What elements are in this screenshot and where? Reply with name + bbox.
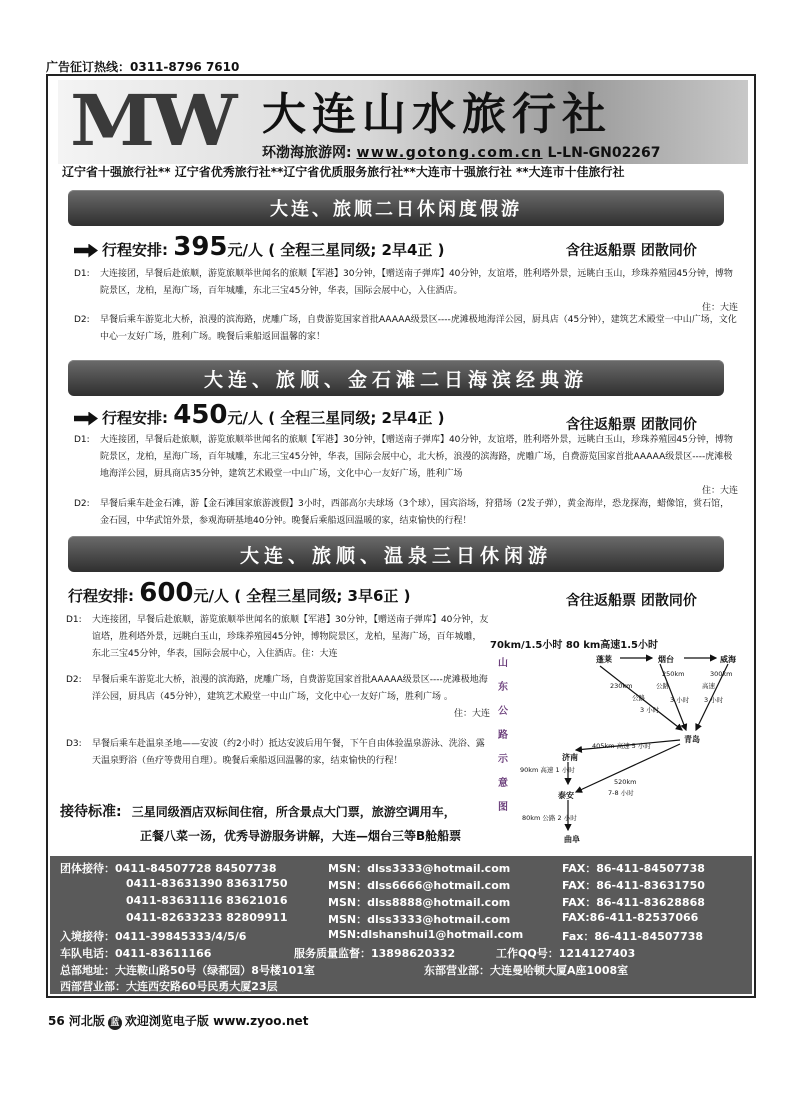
contact-inbound: 入境接待：0411-39845333/4/5/6: [60, 930, 247, 943]
ad-hotline: 广告征订热线：0311-8796 7610: [46, 60, 240, 74]
tour2-price-value: 450: [173, 400, 228, 430]
contact-fax: FAX：86-411-83628868: [562, 896, 705, 909]
tour1-price: 行程安排: 395元/人 ( 全程三星同级; 2早4正 ): [74, 232, 445, 262]
node-qingdao: 青岛: [684, 735, 700, 744]
contact-msn[interactable]: MSN：dlss3333@hotmail.com: [328, 862, 511, 875]
honors-line: 辽宁省十强旅行社** 辽宁省优秀旅行社**辽宁省优质服务旅行社**大连市十强旅行社 **大连市十佳旅行社: [62, 165, 625, 179]
address-west: 西部营业部：大连西安路60号民勇大厦23层: [60, 980, 278, 993]
map-label-h3c: 3 小时: [640, 706, 660, 714]
tour3-day2: D2: 早餐后乘车游览北大桥，浪漫的滨海路，虎雕广场，自费游览国家首批AAAAA级景区----虎滩极地海洋公园，厨具店（45分钟），建筑艺术殿堂一中山广场，文化中心一友好广场，胜利广场 。 住：大连: [66, 672, 490, 723]
tour1-note: ( 全程三星同级; 2早4正 ): [268, 241, 445, 259]
company-logo: MW: [70, 79, 233, 162]
map-label-230: 230km: [610, 682, 633, 690]
map-header: 70km/1.5小时 80 km高速1.5小时: [490, 640, 659, 651]
reception-line2: 正餐八菜一汤，优秀导游服务讲解，大连—烟台三等B舱船票: [140, 829, 462, 843]
reception-standard: [60, 800, 461, 848]
route-map: [488, 632, 750, 852]
tour1-day1: D1: 大连接团，早餐后赴旅顺，游览旅顺举世闻名的旅顺【军港】30分钟，【赠送南子弹库】40分钟，友谊塔，胜利塔外景，远眺白玉山，珍珠养殖园45分钟，博物院景区，龙柏，星海广场，百年城雕，东北三宝45分钟，华表，国际会展中心，入住酒店。 住：大连: [74, 266, 738, 317]
address-east: 东部营业部：大连曼哈顿大厦A座1008室: [424, 964, 629, 977]
contact-fax: FAX：86-411-84507738: [562, 862, 705, 875]
node-weihai: 威海: [720, 655, 736, 664]
map-vertical-title: 山 东 公 路 示 意 图: [498, 658, 508, 813]
tour2-note: ( 全程三星同级; 2早4正 ): [268, 409, 445, 427]
contact-phone: 0411-83631390 83631750: [126, 877, 288, 890]
tour3-price-value: 600: [139, 578, 194, 608]
map-label-h3a: 3 小时: [670, 696, 690, 704]
node-qufu: 曲阜: [564, 835, 580, 844]
contact-phone: 0411-82633233 82809911: [126, 911, 288, 924]
tour1-day2: D2: 早餐后乘车游览北大桥，浪漫的滨海路，虎雕广场，自费游览国家首批AAAAA级景区----虎滩极地海洋公园，厨具店（45分钟），建筑艺术殿堂一中山广场，文化中心一友好广场，胜利广场。晚餐后乘船返回温馨的家！: [74, 315, 737, 342]
contact-fleet: 车队电话：0411-83611166: [60, 947, 212, 960]
map-label-78: 7-8 小时: [608, 789, 634, 797]
tour3-d2-stay: 住：大连: [453, 709, 490, 719]
page-number: 56: [48, 1014, 65, 1028]
map-label-90: 90km 高速 1 小时: [520, 766, 575, 774]
tour3-day3: D3: 早餐后乘车赴温泉圣地——安波（约2小时）抵达安波后用午餐，下午自由体验温泉游泳、洗浴、露天温泉野浴（鱼疗等费用自理）。晚餐后乘船返回温馨的家，结束愉快的行程！: [66, 739, 485, 766]
tour1-feature: 含往返船票 团散同价: [566, 243, 697, 259]
contact-msn[interactable]: MSN：dlss6666@hotmail.com: [328, 879, 511, 892]
arrow-icon: [74, 244, 98, 258]
contacts-panel: [50, 856, 752, 994]
map-label-405: 405km 高速 5 小时: [592, 742, 651, 750]
node-taian: 泰安: [558, 791, 574, 800]
tour1-d1-stay: 住：大连: [701, 303, 738, 313]
contact-phone: 0411-83631116 83621016: [126, 894, 288, 907]
company-name: 大连山水旅行社: [262, 89, 612, 140]
contact-msn[interactable]: MSN：dlss8888@hotmail.com: [328, 896, 511, 909]
tour3-banner: 大连、旅顺、温泉三日休闲游: [68, 536, 724, 572]
tour3-price: 行程安排: 600元/人 ( 全程三星同级; 3早6正 ): [68, 578, 411, 608]
tour2-price: 行程安排: 450元/人 ( 全程三星同级; 2早4正 ): [74, 400, 445, 430]
tour2-day2: D2: 早餐后乘车赴金石滩，游【金石滩国家旅游渡假】3小时，西部高尔夫球场（3个球），国宾浴场，狩猎场（2发子弹），黄金海岸，恐龙探海，蜡像馆，赏石馆，金石园，中华武馆外景，参观海研基地40分钟。晚餐后乘船返回温暖的家，结束愉快的行程！: [74, 499, 730, 526]
website-line: [262, 142, 661, 162]
tour3-note: ( 全程三星同级; 3早6正 ): [234, 587, 411, 605]
map-label-250: 250km: [662, 670, 685, 678]
contact-msn[interactable]: MSN:dlshanshui1@hotmail.com: [328, 928, 524, 941]
contact-fax: Fax：86-411-84507738: [562, 930, 704, 943]
contact-supervision: 服务质量监督：13898620332: [294, 947, 456, 960]
edition-badge-icon: 蓝: [108, 1016, 122, 1030]
node-jinan: 济南: [562, 753, 578, 762]
tour3-day1: D1: 大连接团，早餐后赴旅顺，游览旅顺举世闻名的旅顺【军港】30分钟，【赠送南子弹库】40分钟，友谊塔，胜利塔外景，远眺白玉山，珍珠养殖园45分钟，博物院景区，龙柏，星海广场，百年城雕，东北三宝45分钟，华表，国际会展中心，入住酒店。住：大连: [66, 615, 489, 659]
contact-fax: FAX：86-411-83631750: [562, 879, 705, 892]
map-label-gonglu2: 公路: [632, 694, 645, 702]
site-url[interactable]: www.gotong.com.cn: [356, 145, 543, 161]
map-label-gonglu1: 公路: [656, 682, 669, 690]
tour1-price-value: 395: [173, 232, 228, 262]
tour2-feature: 含往返船票 团散同价: [566, 417, 697, 433]
address-hq: 总部地址：大连鞍山路50号（绿都园）8号楼101室: [60, 964, 315, 977]
map-label-h3b: 3 小时: [704, 696, 724, 704]
map-label-80: 80km 公路 2 小时: [522, 814, 577, 822]
contact-qq: 工作QQ号：1214127403: [496, 947, 636, 960]
site-label: 环渤海旅游网:: [262, 145, 352, 161]
arrow-icon: [74, 412, 98, 426]
reception-label: 接待标准:: [60, 804, 122, 820]
node-penglai: 蓬莱: [596, 655, 612, 664]
tour2-d1-stay: 住：大连: [701, 486, 738, 496]
tour3-feature: 含往返船票 团散同价: [566, 593, 697, 609]
tour2-banner: 大连、旅顺、金石滩二日海滨经典游: [68, 360, 724, 396]
tour2-day1: D1: 大连接团，早餐后赴旅顺，游览旅顺举世闻名的旅顺【军港】30分钟，【赠送南子弹库】40分钟，友谊塔，胜利塔外景，远眺白玉山，珍珠养殖园45分钟，博物院景区，龙柏，星海广场，百年城雕，东北三宝45分钟，华表，国际会展中心，北大桥，浪漫的滨海路，虎雕广场，自费游览国家首批AAAAA级景区----虎滩极地海洋公园，厨具商店35分钟，建筑艺术殿堂一中山广场，文化中心一友好广场，胜利广场 住：大连: [74, 432, 738, 500]
reception-line1: 三星同级酒店双标间住宿，所含景点大门票，旅游空调用车，: [131, 805, 456, 819]
page-footer: [48, 1012, 308, 1030]
contact-phone: 团体接待：0411-84507728 84507738: [60, 862, 277, 875]
contact-msn[interactable]: MSN：dlss3333@hotmail.com: [328, 913, 511, 926]
node-yantai: 烟台: [658, 655, 674, 664]
tour1-banner: 大连、旅顺二日休闲度假游: [68, 190, 724, 226]
contact-fax: FAX:86-411-82537066: [562, 911, 699, 924]
map-label-gaosu: 高速: [702, 682, 715, 690]
license-number: L-LN-GN02267: [547, 145, 661, 161]
map-label-300: 300km: [710, 670, 733, 678]
footer-url[interactable]: www.zyoo.net: [213, 1014, 309, 1028]
map-label-520: 520km: [614, 778, 637, 786]
footer-text: 欢迎浏览电子版: [124, 1014, 209, 1028]
edition: 河北版: [68, 1014, 105, 1028]
